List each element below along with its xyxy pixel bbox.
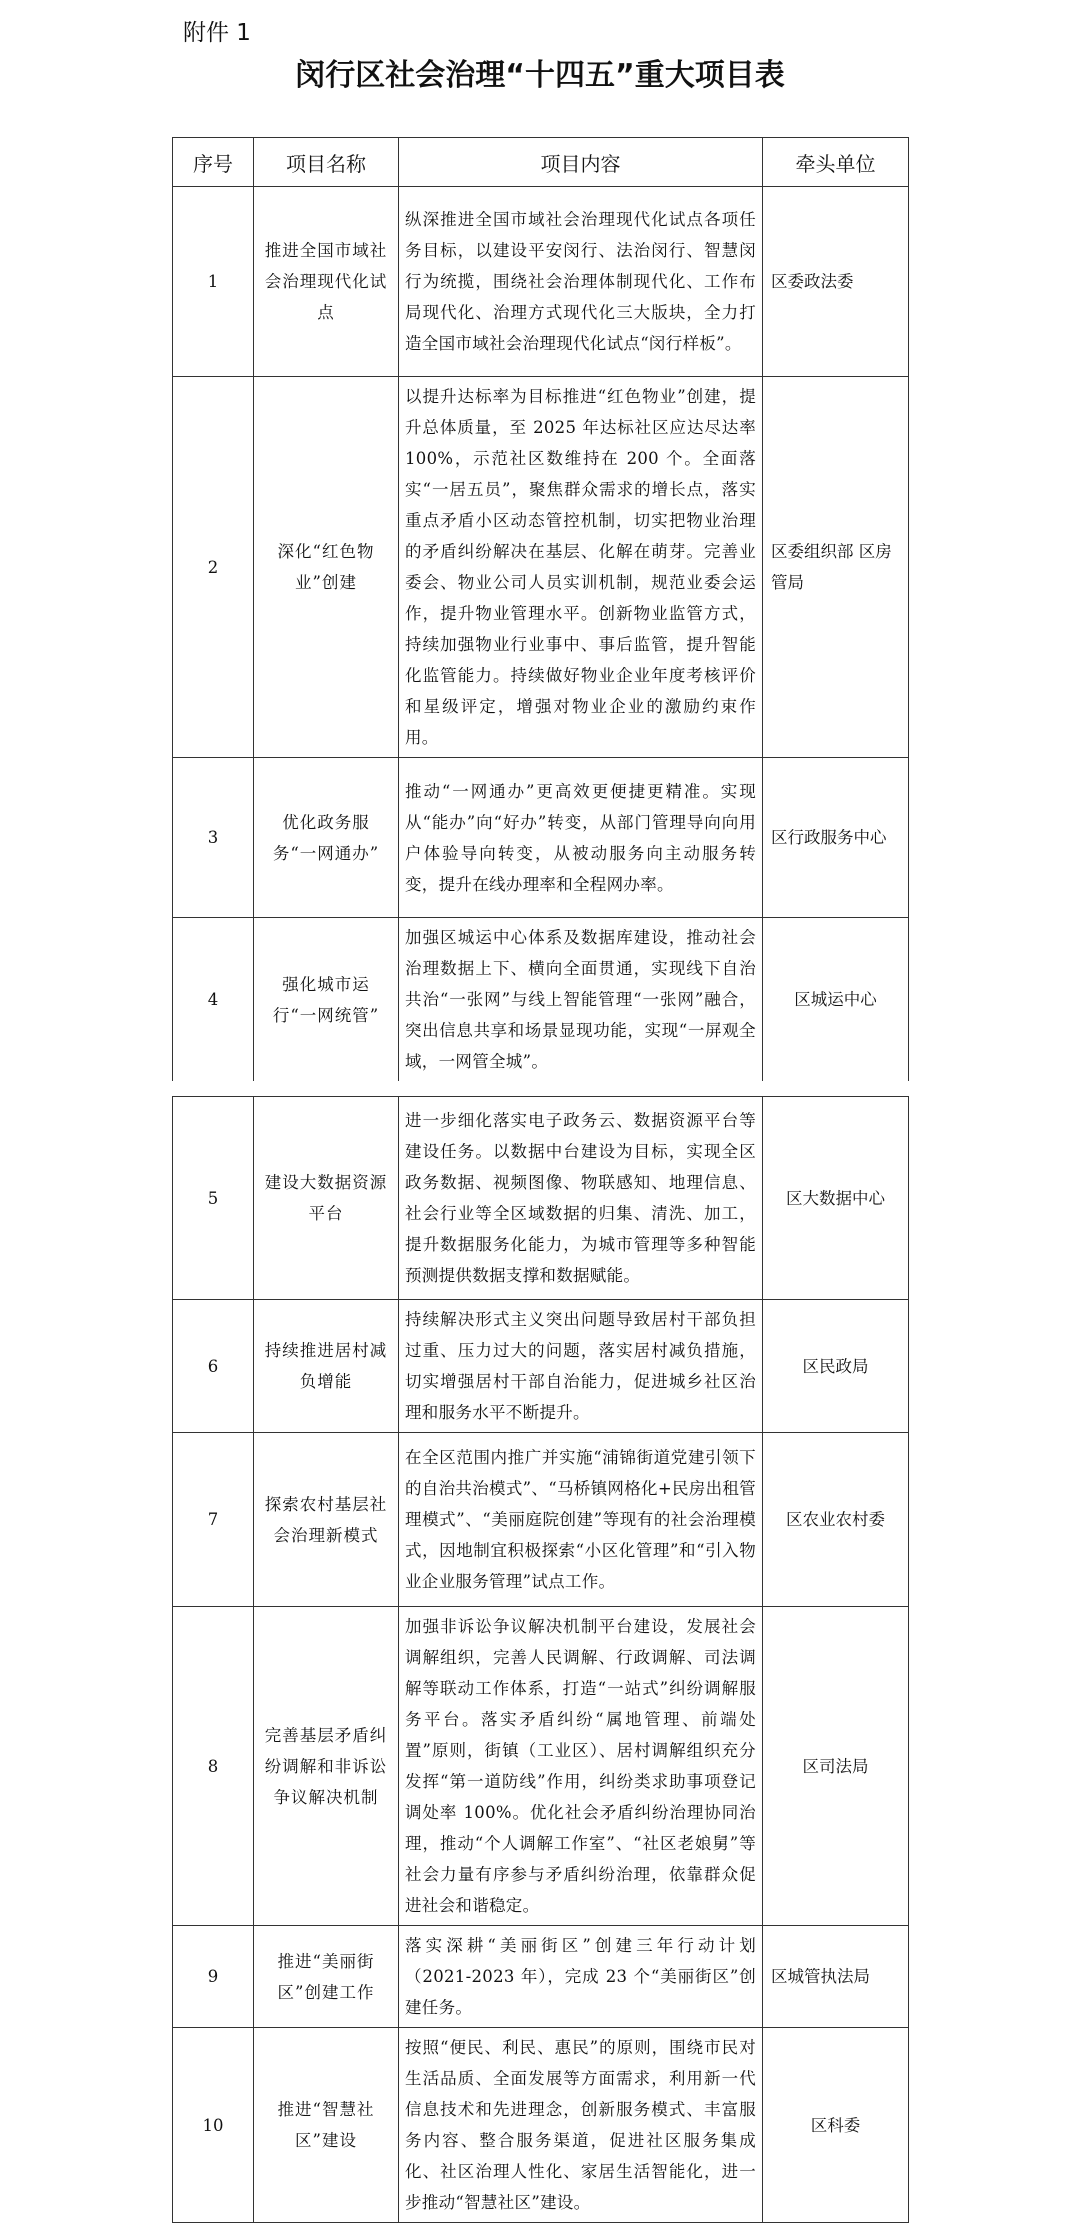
- table-row: [173, 377, 909, 758]
- row-no: 10: [173, 2028, 254, 2223]
- table-row: [173, 758, 909, 918]
- row-unit: 区行政服务中心: [763, 758, 909, 918]
- header-content: 项目内容: [399, 138, 763, 187]
- projects-table-part-1: [172, 137, 909, 1081]
- row-name: 探索农村基层社会治理新模式: [254, 1433, 399, 1607]
- table-header-row: [173, 138, 909, 187]
- row-no: 7: [173, 1433, 254, 1607]
- header-no: 序号: [173, 138, 254, 187]
- table-row: [173, 1607, 909, 1926]
- row-no: 1: [173, 187, 254, 377]
- row-unit: 区委政法委: [763, 187, 909, 377]
- row-name: 推进“智慧社区”建设: [254, 2028, 399, 2223]
- row-name: 深化“红色物业”创建: [254, 377, 399, 758]
- row-content: 进一步细化落实电子政务云、数据资源平台等建设任务。以数据中台建设为目标，实现全区政务数据、视频图像、物联感知、地理信息、社会行业等全区域数据的归集、清洗、加工，提升数据服务化能力，为城市管理等多种智能预测提供数据支撑和数据赋能。: [399, 1097, 763, 1300]
- row-unit: 区城管执法局: [763, 1926, 909, 2028]
- row-unit: 区司法局: [763, 1607, 909, 1926]
- row-name: 优化政务服务“一网通办”: [254, 758, 399, 918]
- row-name: 推进全国市域社会治理现代化试点: [254, 187, 399, 377]
- row-name: 建设大数据资源平台: [254, 1097, 399, 1300]
- row-no: 6: [173, 1300, 254, 1433]
- header-unit: 牵头单位: [763, 138, 909, 187]
- row-name: 持续推进居村减负增能: [254, 1300, 399, 1433]
- row-content: 以提升达标率为目标推进“红色物业”创建，提升总体质量，至 2025 年达标社区应达尽达率 100%，示范社区数维持在 200 个。全面落实“一居五员”，聚焦群众需求的增长点，落实重点矛盾小区动态管控机制，切实把物业治理的矛盾纠纷解决在基层、化解在萌芽。完善业委会、物业公司人员实训机制，规范业委会运作，提升物业管理水平。创新物业监管方式，持续加强物业行业事中、事后监管，提升智能化监管能力。持续做好物业企业年度考核评价和星级评定，增强对物业企业的激励约束作用。: [399, 377, 763, 758]
- row-content: 落实深耕“美丽街区”创建三年行动计划（2021-2023 年），完成 23 个“美丽街区”创建任务。: [399, 1926, 763, 2028]
- row-name: 完善基层矛盾纠纷调解和非诉讼争议解决机制: [254, 1607, 399, 1926]
- row-content: 纵深推进全国市域社会治理现代化试点各项任务目标，以建设平安闵行、法治闵行、智慧闵行为统揽，围绕社会治理体制现代化、工作布局现代化、治理方式现代化三大版块，全力打造全国市域社会治理现代化试点“闵行样板”。: [399, 187, 763, 377]
- table-row: [173, 1097, 909, 1300]
- table-row: [173, 2028, 909, 2223]
- row-unit: 区大数据中心: [763, 1097, 909, 1300]
- row-content: 在全区范围内推广并实施“浦锦街道党建引领下的自治共治模式”、“马桥镇网格化+民房出租管理模式”、“美丽庭院创建”等现有的社会治理模式，因地制宜积极探索“小区化管理”和“引入物业企业服务管理”试点工作。: [399, 1433, 763, 1607]
- row-unit: 区科委: [763, 2028, 909, 2223]
- row-name: 强化城市运行“一网统管”: [254, 918, 399, 1082]
- table-row: [173, 918, 909, 1082]
- attachment-label: 附件 1: [183, 20, 251, 46]
- row-unit: 区城运中心: [763, 918, 909, 1082]
- page-title: 闵行区社会治理“十四五”重大项目表: [295, 58, 785, 93]
- projects-table-part-2: [172, 1096, 909, 2223]
- row-unit: 区农业农村委: [763, 1433, 909, 1607]
- row-unit: 区民政局: [763, 1300, 909, 1433]
- row-content: 推动“一网通办”更高效更便捷更精准。实现从“能办”向“好办”转变，从部门管理导向向用户体验导向转变，从被动服务向主动服务转变，提升在线办理率和全程网办率。: [399, 758, 763, 918]
- table-row: [173, 187, 909, 377]
- row-content: 持续解决形式主义突出问题导致居村干部负担过重、压力过大的问题，落实居村减负措施，切实增强居村干部自治能力，促进城乡社区治理和服务水平不断提升。: [399, 1300, 763, 1433]
- table-row: [173, 1433, 909, 1607]
- table-row: [173, 1926, 909, 2028]
- table-row: [173, 1300, 909, 1433]
- row-unit: 区委组织部 区房管局: [763, 377, 909, 758]
- row-no: 4: [173, 918, 254, 1082]
- row-no: 2: [173, 377, 254, 758]
- row-content: 加强区城运中心体系及数据库建设，推动社会治理数据上下、横向全面贯通，实现线下自治共治“一张网”与线上智能管理“一张网”融合，突出信息共享和场景显现功能，实现“一屏观全域，一网管全城”。: [399, 918, 763, 1082]
- row-no: 3: [173, 758, 254, 918]
- header-name: 项目名称: [254, 138, 399, 187]
- row-no: 8: [173, 1607, 254, 1926]
- row-content: 加强非诉讼争议解决机制平台建设，发展社会调解组织，完善人民调解、行政调解、司法调解等联动工作体系，打造“一站式”纠纷调解服务平台。落实矛盾纠纷“属地管理、前端处置”原则，街镇（工业区）、居村调解组织充分发挥“第一道防线”作用，纠纷类求助事项登记调处率 100%。优化社会矛盾纠纷治理协同治理，推动“个人调解工作室”、“社区老娘舅”等社会力量有序参与矛盾纠纷治理，依靠群众促进社会和谐稳定。: [399, 1607, 763, 1926]
- row-content: 按照“便民、利民、惠民”的原则，围绕市民对生活品质、全面发展等方面需求，利用新一代信息技术和先进理念，创新服务模式、丰富服务内容、整合服务渠道，促进社区服务集成化、社区治理人性化、家居生活智能化，进一步推动“智慧社区”建设。: [399, 2028, 763, 2223]
- row-no: 9: [173, 1926, 254, 2028]
- row-name: 推进“美丽街区”创建工作: [254, 1926, 399, 2028]
- row-no: 5: [173, 1097, 254, 1300]
